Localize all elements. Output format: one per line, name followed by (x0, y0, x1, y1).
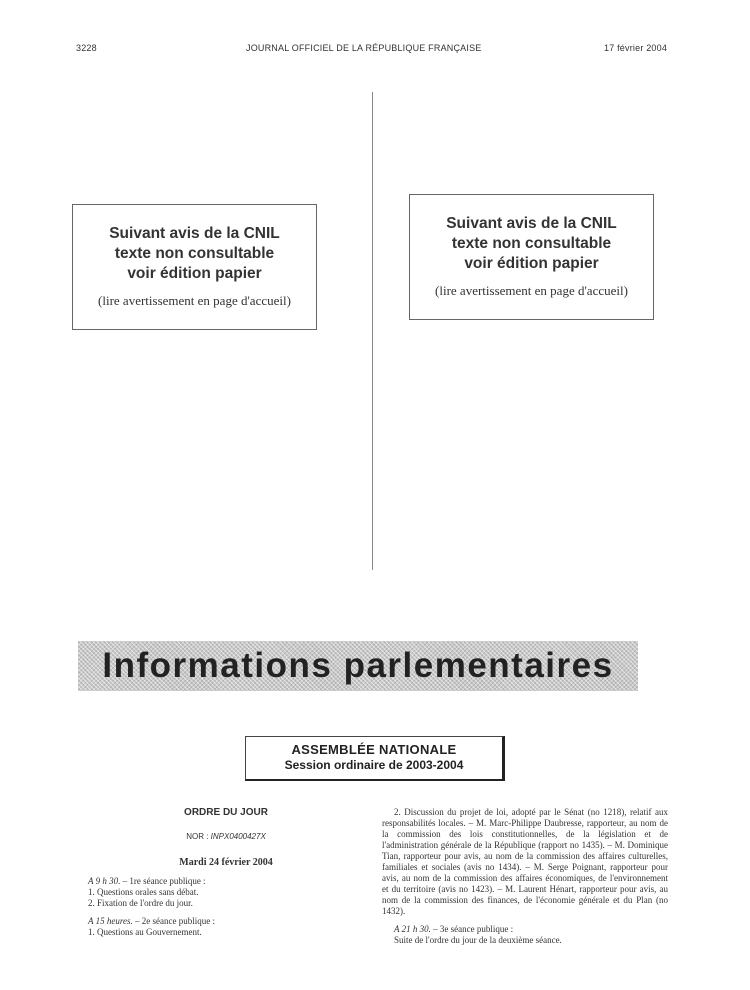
session-1-item-2: 2. Fixation de l'ordre du jour. (88, 898, 193, 908)
journal-title: JOURNAL OFFICIEL DE LA RÉPUBLIQUE FRANÇAISE (246, 43, 482, 53)
banner-title: Informations parlementaires (102, 646, 614, 685)
section-banner (78, 641, 638, 691)
cnil-note: (lire avertissement en page d'accueil) (435, 283, 628, 298)
cnil-notice-right (409, 194, 654, 320)
assembly-title: ASSEMBLÉE NATIONALE (291, 742, 457, 757)
cnil-line-3: voir édition papier (127, 265, 262, 282)
cnil-line-2: texte non consultable (114, 245, 275, 262)
session-3-title: – 3e séance publique : (430, 924, 514, 934)
page-number: 3228 (76, 43, 97, 53)
session-1-heading (88, 876, 364, 887)
cnil-line-2: texte non consultable (451, 235, 612, 252)
header-date: 17 février 2004 (604, 43, 668, 53)
session-1-item-1: 1. Questions orales sans débat. (88, 887, 199, 897)
agenda-left-column (88, 807, 364, 938)
session-3-heading (382, 924, 668, 935)
session-2-item-2: 2. Discussion du projet de loi, adopté par le Sénat (no 1218), relatif aux responsabilités locales. – M. Marc-Philippe Daubresse, rapporteur, au nom de la commission des lois constitutionnelles, de la législation et de l'administration générale de la République (rapport no 1435). – M. Dominique Tian, rapporteur pour avis, au nom de la commission des affaires culturelles, familiales et sociales (avis no 1434). – M. Serge Poignant, rapporteur pour avis, au nom de la commission des affaires économiques, de l'environnement et du territoire (avis no 1423). – M. Laurent Hénart, rapporteur pour avis, au nom de la commission des finances, de l'économie générale et du Plan (no 1432). (382, 807, 668, 916)
session-2-time: A 15 heures. (88, 916, 133, 926)
agenda-right-column (382, 807, 668, 946)
session-2-item-1: 1. Questions au Gouvernement. (88, 927, 202, 937)
cnil-line-1: Suivant avis de la CNIL (446, 215, 617, 232)
session-2-title: – 2e séance publique : (132, 916, 215, 926)
cnil-line-1: Suivant avis de la CNIL (109, 225, 280, 242)
nor-code: INPX0400427X (210, 832, 266, 841)
nor-label: NOR : (186, 832, 211, 841)
cnil-line-3: voir édition papier (464, 255, 599, 272)
session-title: Session ordinaire de 2003-2004 (284, 758, 464, 772)
session-3-time: A 21 h 30. (394, 924, 431, 934)
cnil-note: (lire avertissement en page d'accueil) (98, 293, 291, 308)
column-divider (372, 92, 373, 570)
session-3-item: Suite de l'ordre du jour de la deuxième séance. (394, 935, 562, 945)
cnil-notice-left (72, 204, 317, 330)
assembly-box (245, 736, 505, 781)
session-2-heading (88, 916, 364, 927)
agenda-day: Mardi 24 février 2004 (179, 857, 273, 868)
nor-reference (88, 831, 364, 842)
session-1-title: – 1re séance publique : (120, 876, 206, 886)
session-1-time: A 9 h 30. (88, 876, 121, 886)
agenda-heading: ORDRE DU JOUR (184, 807, 268, 818)
